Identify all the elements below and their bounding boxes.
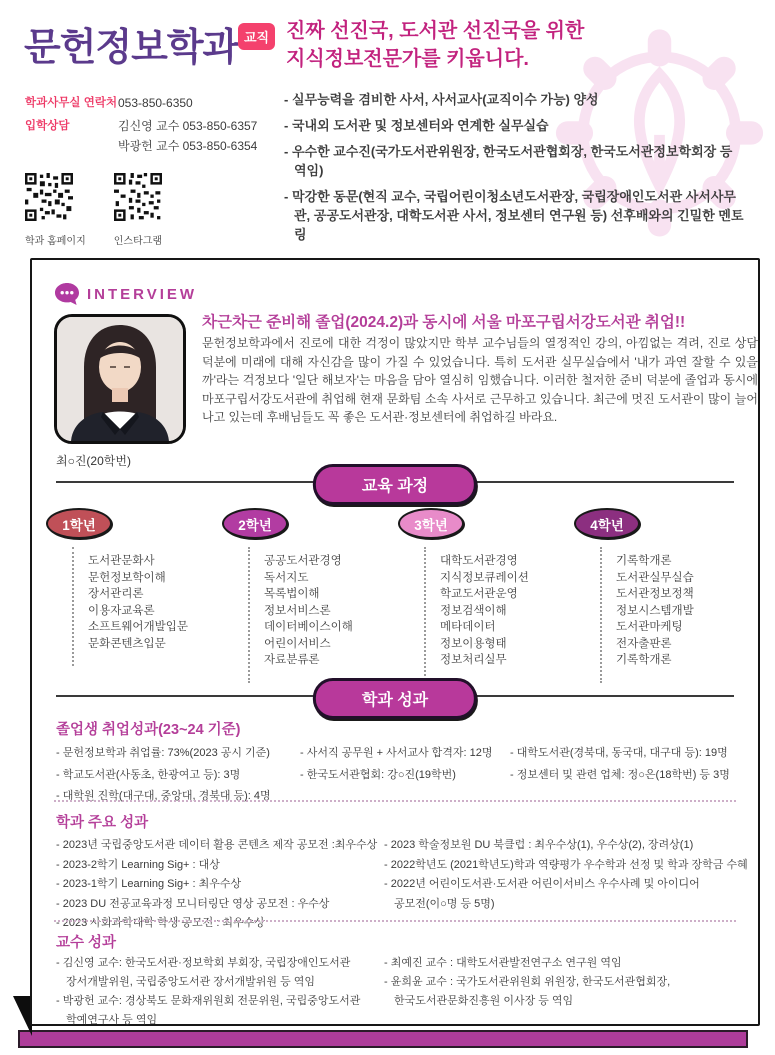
list-item: - 대학도서관(경북대, 동국대, 대구대 등): 19명 (510, 743, 750, 765)
student-photo (54, 314, 186, 444)
list-item: 독서지도 (264, 571, 309, 584)
list-item: 기록학개론 (616, 555, 672, 567)
advisor-phone-2: 박광헌 교수 053-850-6354 (118, 139, 258, 153)
list-item: - 2023년 국립중앙도서관 데이터 활용 콘텐츠 제작 공모전 :최우수상 (56, 836, 386, 856)
year-4-badge: 4학년 (574, 508, 640, 539)
list-item: 정보이용형태 (440, 637, 507, 650)
curriculum-section-pill: 교육 과정 (313, 464, 477, 505)
professor-achievements-heading: 교수 성과 (56, 935, 117, 951)
professor-achievements-col-2 (384, 954, 756, 1011)
list-item: - 국내외 도서관 및 정보센터와 연계한 실무실습 (284, 116, 746, 135)
contact-info (25, 93, 257, 159)
achievements-section-header (32, 678, 758, 716)
bottom-accent-band (18, 1030, 748, 1048)
list-item: 도서관정보정책 (616, 588, 694, 600)
contact-row-office (25, 93, 257, 113)
list-item: - 대학원 진학(대구대, 중앙대, 경북대 등): 4명 (56, 786, 306, 808)
list-item: 메타데이터 (440, 621, 496, 633)
contact-label: 학과사무실 연락처 (25, 97, 118, 109)
year-column-1 (46, 508, 222, 683)
list-item: 데이터베이스이해 (264, 621, 353, 633)
year-2-badge: 2학년 (222, 508, 288, 539)
year-column-4 (574, 508, 750, 683)
list-item: - 2023 학술정보원 DU 북클럽 : 최우수상(1), 우수상(2), 장려상(1) (384, 836, 756, 856)
content-card (30, 258, 760, 1026)
list-item: - 사서직 공무원 + 사서교사 합격자: 12명 (300, 743, 512, 765)
list-item: 대학도서관경영 (440, 555, 518, 567)
list-item: 정보처리실무 (440, 654, 507, 666)
qr-label-homepage: 학과 홈페이지 (25, 236, 86, 247)
graduate-employment-col-3 (510, 743, 750, 786)
speech-bubble-icon (54, 282, 80, 306)
list-item: 학교도서관운영 (440, 588, 518, 600)
year-3-courses (424, 547, 574, 683)
list-item: - 2023 사회과학대학 학생 공모전 : 최우수상 (56, 914, 386, 934)
list-item: 소프트웨어개발입문 (88, 621, 188, 633)
list-item: - 2022학년도 (2021학년도)학과 역량평가 우수학과 선정 및 학과 장학금 수혜 (384, 856, 756, 876)
qr-label-instagram: 인스타그램 (113, 236, 163, 247)
list-item: 정보서비스론 (264, 604, 331, 617)
graduate-employment-col-1 (56, 743, 306, 808)
list-item: - 우수한 교수진(국가도서관위원장, 한국도서관협회장, 한국도서관정보학회장 등 역임) (284, 142, 746, 180)
list-item: - 2022년 어린이도서관·도서관 어린이서비스 우수사례 및 아이디어 공모전(이○명 등 5명) (384, 875, 756, 914)
list-item: 정보검색이해 (440, 604, 507, 617)
qr-codes (25, 173, 162, 247)
list-item: - 2023 DU 전공교육과정 모니터링단 영상 공모전 : 우수상 (56, 895, 386, 915)
advisor-phone-1: 김신영 교수 053-850-6357 (118, 119, 258, 133)
graduate-employment-col-2 (300, 743, 512, 786)
major-achievements-col-2 (384, 836, 756, 914)
dotted-divider (54, 800, 736, 802)
list-item: 도서관실무실습 (616, 571, 694, 584)
list-item: - 윤희윤 교수 : 국가도서관위원회 위원장, 한국도서관협회장, 한국도서관문화진흥원 이사장 등 역임 (384, 973, 756, 1011)
contact-row-admissions (25, 116, 257, 156)
list-item: - 정보센터 및 관련 업체: 정○은(18학번) 등 3명 (510, 765, 750, 787)
list-item: - 문헌정보학과 취업률: 73%(2023 공시 기준) (56, 743, 306, 765)
year-1-courses (72, 547, 222, 666)
list-item: - 실무능력을 겸비한 사서, 사서교사(교직이수 가능) 양성 (284, 90, 746, 109)
list-item: - 한국도서관협회: 강○진(19학번) (300, 765, 512, 787)
professor-achievements-col-1 (56, 954, 386, 1030)
qr-code-icon (25, 173, 73, 221)
list-item: - 2023-2학기 Learning Sig+ : 대상 (56, 856, 386, 876)
list-item: - 막강한 동문(현직 교수, 국립어린이청소년도서관장, 국립장애인도서관 사서사무관, 공공도서관장, 대학도서관 사서, 정보센터 연구원 등) 선후배와의 긴밀한 멘토링 (284, 187, 746, 244)
interview-headline: 차근차근 준비해 졸업(2024.2)과 동시에 서울 마포구립서강도서관 취업!! (202, 314, 686, 331)
teaching-cert-badge: 교직 (238, 23, 275, 50)
curriculum-section-header (32, 464, 758, 502)
year-2-courses (248, 547, 398, 683)
list-item: 문화콘텐츠입문 (88, 637, 166, 650)
year-column-3 (398, 508, 574, 683)
year-1-badge: 1학년 (46, 508, 112, 539)
list-item: 자료분류론 (264, 654, 320, 666)
list-item: - 학교도서관(사동초, 한광여고 등): 3명 (56, 765, 306, 787)
qr-instagram (114, 173, 162, 247)
tagline-line-2: 지식정보전문가를 키웁니다. (286, 48, 529, 70)
year-column-2 (222, 508, 398, 683)
major-achievements-heading: 학과 주요 성과 (56, 815, 149, 831)
list-item: - 박광헌 교수: 경상북도 문화재위원회 전문위원, 국립중앙도서관 학예연구사 등 역임 (56, 992, 386, 1030)
list-item: 문헌정보학이해 (88, 571, 166, 584)
year-4-courses (600, 547, 750, 683)
list-item: 장서관리론 (88, 588, 144, 600)
year-3-badge: 3학년 (398, 508, 464, 539)
curriculum-grid (46, 508, 750, 683)
department-title: 문헌정보학과 (24, 27, 239, 69)
list-item: - 최예진 교수 : 대학도서관발전연구소 연구원 역임 (384, 954, 756, 973)
list-item: 이용자교육론 (88, 604, 155, 617)
list-item: - 2023-1학기 Learning Sig+ : 최우수상 (56, 875, 386, 895)
interview-section-label (54, 282, 197, 306)
department-highlights (284, 90, 746, 251)
portrait-illustration (57, 317, 183, 441)
list-item: - 김신영 교수: 한국도서관·정보학회 부회장, 국립장애인도서관 장서개발위원, 국립중앙도서관 장서개발위원 등 역임 (56, 954, 386, 992)
list-item: 도서관마케팅 (616, 621, 683, 633)
office-phone: 053-850-6350 (118, 96, 193, 110)
interview-body: 문헌정보학과에서 진로에 대한 걱정이 많았지만 학부 교수님들의 열정적인 강의, 아낌없는 격려, 진로 상담 덕분에 미래에 대해 자신감을 많이 가질 수 있었습니다. 특히 도서관 실무실습에서 '내가 과연 잘할 수 있을까'라는 걱정보다 '일단 해보자'는 마음을 담아 열심히 임했습니다. 이러한 철저한 준비 덕분에 졸업과 동시에 마포구립서강도서관에 취업해 현재 문화팀 소속 사서로 근무하고 있습니다. 최근에 멋진 도서관이 많이 늘어나고 있는데 후배님들도 꼭 좋은 도서관·정보센터에 취업하길 바라요. (202, 336, 758, 425)
photo-caption: 최○진(20학번) (56, 454, 131, 468)
list-item: 정보시스템개발 (616, 604, 694, 617)
list-item: 도서관문화사 (88, 555, 155, 567)
list-item: 전자출판론 (616, 637, 672, 650)
qr-code-icon (114, 173, 162, 221)
list-item: 어린이서비스 (264, 637, 331, 650)
achievements-section-pill: 학과 성과 (313, 678, 477, 719)
list-item: 기록학개론 (616, 654, 672, 666)
dotted-divider (54, 920, 736, 922)
graduate-employment-heading: 졸업생 취업성과(23~24 기준) (56, 722, 241, 738)
list-item: 목록법이해 (264, 588, 320, 600)
list-item: 공공도서관경영 (264, 555, 342, 567)
major-achievements-col-1 (56, 836, 386, 934)
tagline-line-1: 진짜 선진국, 도서관 선진국을 위한 (286, 20, 585, 42)
contact-label: 입학상담 (25, 120, 70, 132)
interview-title-text: INTERVIEW (87, 285, 198, 303)
tagline (286, 17, 584, 73)
qr-homepage (25, 173, 86, 247)
list-item: 지식정보큐레이션 (440, 571, 529, 584)
